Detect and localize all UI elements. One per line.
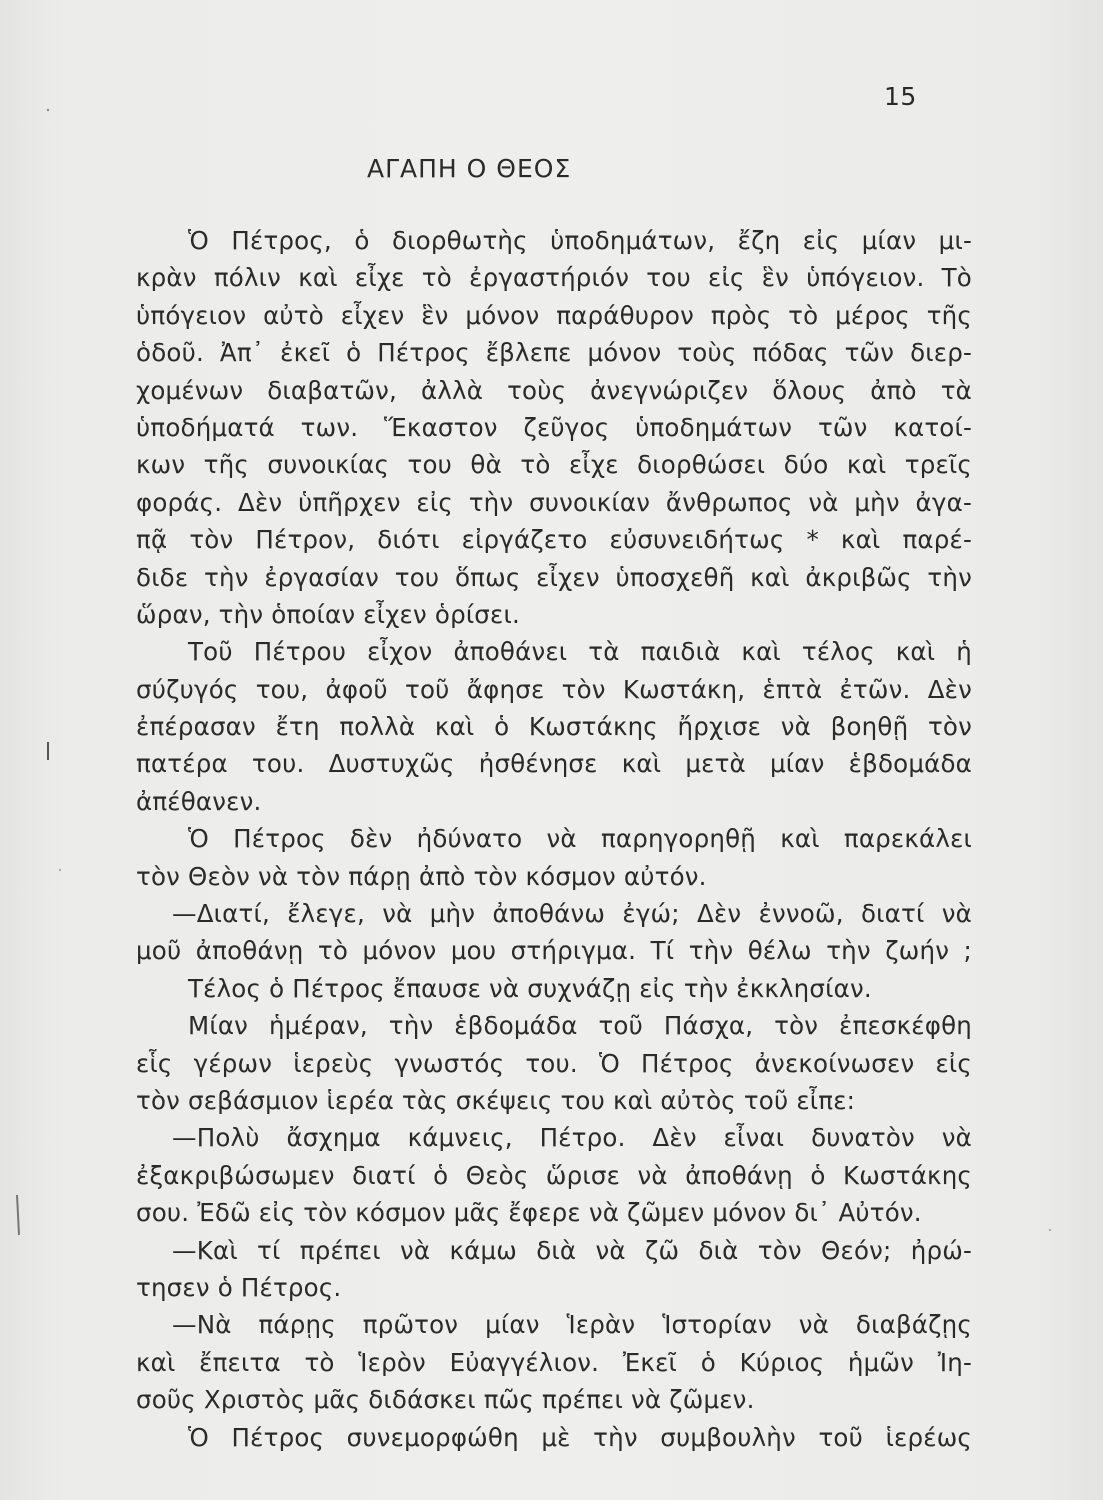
page-number: 15: [884, 82, 917, 111]
speck: [59, 869, 61, 871]
text-line: κων τῆς συνοικίας του θὰ τὸ εἶχε διορθώσει δύο καὶ τρεῖς: [136, 450, 972, 480]
text-line: —Πολὺ ἄσχημα κάμνεις, Πέτρο. Δὲν εἶναι δυνατὸν νὰ: [172, 1123, 972, 1153]
text-line: τησεν ὁ Πέτρος.: [136, 1272, 342, 1302]
text-line: ὑποδήματά των. Ἕκαστον ζεῦγος ὑποδημάτων τῶν κατοί-: [136, 412, 972, 442]
speck: [1049, 1229, 1051, 1231]
text-line: Τέλος ὁ Πέτρος ἔπαυσε νὰ συχνάζῃ εἰς τὴν ἐκκλησίαν.: [188, 973, 872, 1003]
text-line: Μίαν ἡμέραν, τὴν ἑβδομάδα τοῦ Πάσχα, τὸν ἐπεσκέφθη: [188, 1011, 972, 1041]
text-line: καὶ ἔπειτα τὸ Ἱερὸν Εὐαγγέλιον. Ἐκεῖ ὁ Κύριος ἡμῶν Ἰη-: [136, 1347, 972, 1377]
text-line: —Νὰ πάρῃς πρῶτον μίαν Ἱερὰν Ἱστορίαν νὰ διαβάζῃς: [172, 1310, 972, 1340]
text-line: Ὁ Πέτρος δὲν ἠδύνατο νὰ παρηγορηθῇ καὶ παρεκάλει: [188, 824, 972, 854]
text-line: τὸν σεβάσμιον ἱερέα τὰς σκέψεις του καὶ αὐτὸς τοῦ εἶπε:: [136, 1085, 856, 1115]
chapter-title: ΑΓΑΠΗ Ο ΘΕΟΣ: [367, 154, 572, 183]
text-line: πᾷ τὸν Πέτρον, διότι εἰργάζετο εὐσυνειδήτως * καὶ παρέ-: [136, 525, 972, 555]
text-line: —Καὶ τί πρέπει νὰ κάμω διὰ νὰ ζῶ διὰ τὸν Θεόν; ἠρώ-: [172, 1235, 972, 1265]
text-line: ὑπόγειον αὐτὸ εἶχεν ἓν μόνον παράθυρον πρὸς τὸ μέρος τῆς: [136, 300, 972, 330]
text-line: χομένων διαβατῶν, ἀλλὰ τοὺς ἀνεγνώριζεν ὅλους ἀπὸ τὰ: [136, 375, 972, 405]
text-line: τὸν Θεὸν νὰ τὸν πάρῃ ἀπὸ τὸν κόσμον αὐτόν.: [136, 861, 707, 891]
text-line: Ὁ Πέτρος συνεμορφώθη μὲ τὴν συμβουλὴν τοῦ ἱερέως: [188, 1422, 972, 1452]
text-line: μοῦ ἀποθάνῃ τὸ μόνον μου στήριγμα. Τί τὴν θέλω τὴν ζωήν ;: [136, 936, 972, 966]
text-line: ἐπέρασαν ἔτη πολλὰ καὶ ὁ Κωστάκης ἤρχισε νὰ βοηθῇ τὸν: [136, 712, 972, 742]
text-line: Ὁ Πέτρος, ὁ διορθωτὴς ὑποδημάτων, ἔζη εἰς μίαν μι-: [188, 226, 972, 255]
text-line: ἀπέθανεν.: [136, 786, 262, 816]
text-line: φοράς. Δὲν ὑπῆρχεν εἰς τὴν συνοικίαν ἄνθρωπος νὰ μὴν ἀγα-: [136, 487, 972, 517]
text-line: σύζυγός του, ἀφοῦ τοῦ ἄφησε τὸν Κωστάκη, ἑπτὰ ἐτῶν. Δὲν: [136, 674, 972, 704]
text-line: Τοῦ Πέτρου εἶχον ἀποθάνει τὰ παιδιὰ καὶ τέλος καὶ ἡ: [188, 637, 972, 667]
text-line: ὥραν, τὴν ὁποίαν εἶχεν ὁρίσει.: [136, 599, 520, 629]
text-line: διδε τὴν ἐργασίαν του ὅπως εἶχεν ὑποσχεθῆ καὶ ἀκριβῶς τὴν: [136, 562, 972, 592]
text-line: κρὰν πόλιν καὶ εἶχε τὸ ἐργαστήριόν του εἰς ἓν ὑπόγειον. Τὸ: [136, 263, 972, 293]
text-line: —Διατί, ἔλεγε, νὰ μὴν ἀποθάνω ἐγώ; Δὲν ἐννοῶ, διατί νὰ: [172, 899, 972, 929]
text-line: σου. Ἐδῶ εἰς τὸν κόσμον μᾶς ἔφερε νὰ ζῶμεν μόνον δι᾽ Αὐτόν.: [136, 1198, 922, 1228]
text-line: πατέρα του. Δυστυχῶς ἠσθένησε καὶ μετὰ μίαν ἑβδομάδα: [136, 749, 972, 779]
text-line: ἐξακριβώσωμεν διατί ὁ Θεὸς ὥρισε νὰ ἀποθάνῃ ὁ Κωστάκης: [136, 1160, 972, 1190]
text-line: σοῦς Χριστὸς μᾶς διδάσκει πῶς πρέπει νὰ ζῶμεν.: [136, 1385, 755, 1415]
body-text: [136, 222, 972, 1456]
margin-mark: [17, 1195, 19, 1235]
text-line: ὁδοῦ. Ἀπ᾽ ἐκεῖ ὁ Πέτρος ἔβλεπε μόνον τοὺς πόδας τῶν διερ-: [136, 338, 972, 368]
speck: [47, 109, 49, 111]
text-line: εἷς γέρων ἱερεὺς γνωστός του. Ὁ Πέτρος ἀνεκοίνωσεν εἰς: [136, 1048, 972, 1078]
